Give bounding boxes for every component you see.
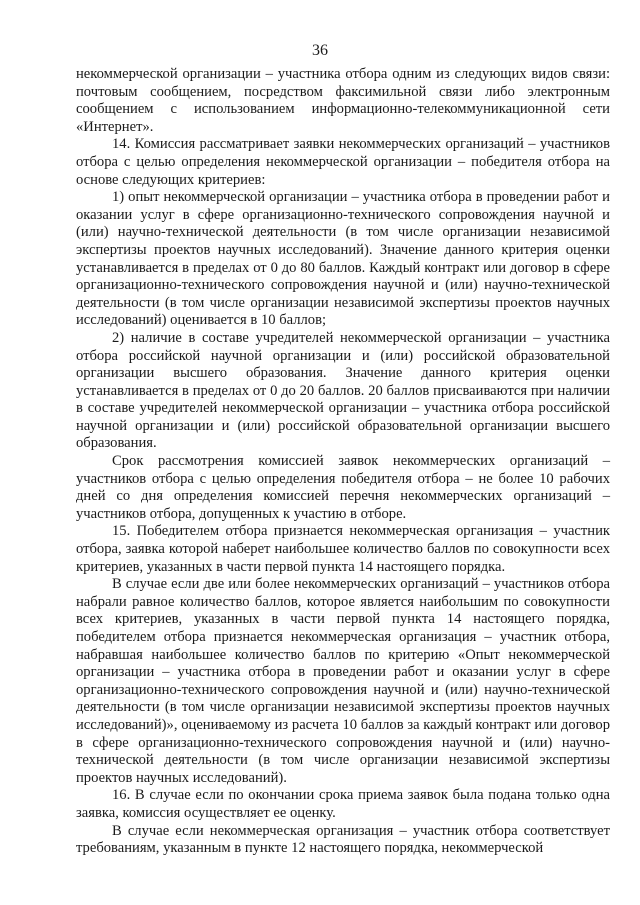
paragraph: 16. В случае если по окончании срока приема заявок была подана только одна заявка, комиссия осуществляет ее оценку. [76, 787, 610, 821]
paragraph: 1) опыт некоммерческой организации – участника отбора в проведении работ и оказании услуг в сфере организационно-технического сопровождения научной и (или) научно-технической деятельности (в том числе организации независимой экспертизы проектов научных исследований). Значение данного критерия оценки устанавливается в пределах от 0 до 80 баллов. Каждый контракт или договор в сфере организационно-технического сопровождения научной и (или) научно-технической деятельности (в том числе организации независимой экспертизы проектов научных исследований) оценивается в 10 баллов; [76, 189, 610, 329]
paragraph: 2) наличие в составе учредителей некоммерческой организации – участника отбора российской научной организации и (или) российской образовательной организации высшего образования. Значение данного критерия оценки устанавливается в пределах от 0 до 20 баллов. 20 баллов присваиваются при наличии в составе учредителей некоммерческой организации – участника отбора российской научной организации и (или) российской образовательной организации высшего образования. [76, 329, 610, 452]
paragraph: 15. Победителем отбора признается некоммерческая организация – участник отбора, заявка которой наберет наибольшее количество баллов по совокупности всех критериев, указанных в части первой пункта 14 настоящего порядка. [76, 523, 610, 575]
paragraph: Срок рассмотрения комиссией заявок некоммерческих организаций – участников отбора с целью определения победителя отбора – не более 10 рабочих дней со дня определения комиссией перечня некоммерческих организаций – участников отбора, допущенных к участию в отборе. [76, 453, 610, 522]
page-number: 36 [312, 42, 328, 59]
paragraph: 14. Комиссия рассматривает заявки некоммерческих организаций – участников отбора с целью определения некоммерческой организации – победителя отбора на основе следующих критериев: [76, 136, 610, 188]
paragraph: В случае если некоммерческая организация – участник отбора соответствует требованиям, указанным в пункте 12 настоящего порядка, некоммерческой [76, 822, 610, 857]
paragraph: некоммерческой организации – участника отбора одним из следующих видов связи: почтовым сообщением, посредством факсимильной связи либо электронным сообщением с использованием информационно-телекоммуникационной сети «Интернет». [76, 66, 610, 135]
document-body [76, 66, 610, 858]
paragraph: В случае если две или более некоммерческих организаций – участников отбора набрали равное количество баллов, которое является наибольшим по совокупности всех критериев, указанных в части первой пункта 14 настоящего порядка, победителем отбора признается некоммерческая организация – участник отбора, набравшая наибольшее количество баллов по критерию «Опыт некоммерческой организации – участника отбора в проведении работ и оказании услуг в сфере организационно-технического сопровождения научной и (или) научно-технической деятельности (в том числе организации независимой экспертизы проектов научных исследований)», оцениваемому из расчета 10 баллов за каждый контракт или договор в сфере организационно-технического сопровождения научной и (или) научно-технической деятельности (в том числе организации независимой экспертизы проектов научных исследований). [76, 576, 610, 786]
